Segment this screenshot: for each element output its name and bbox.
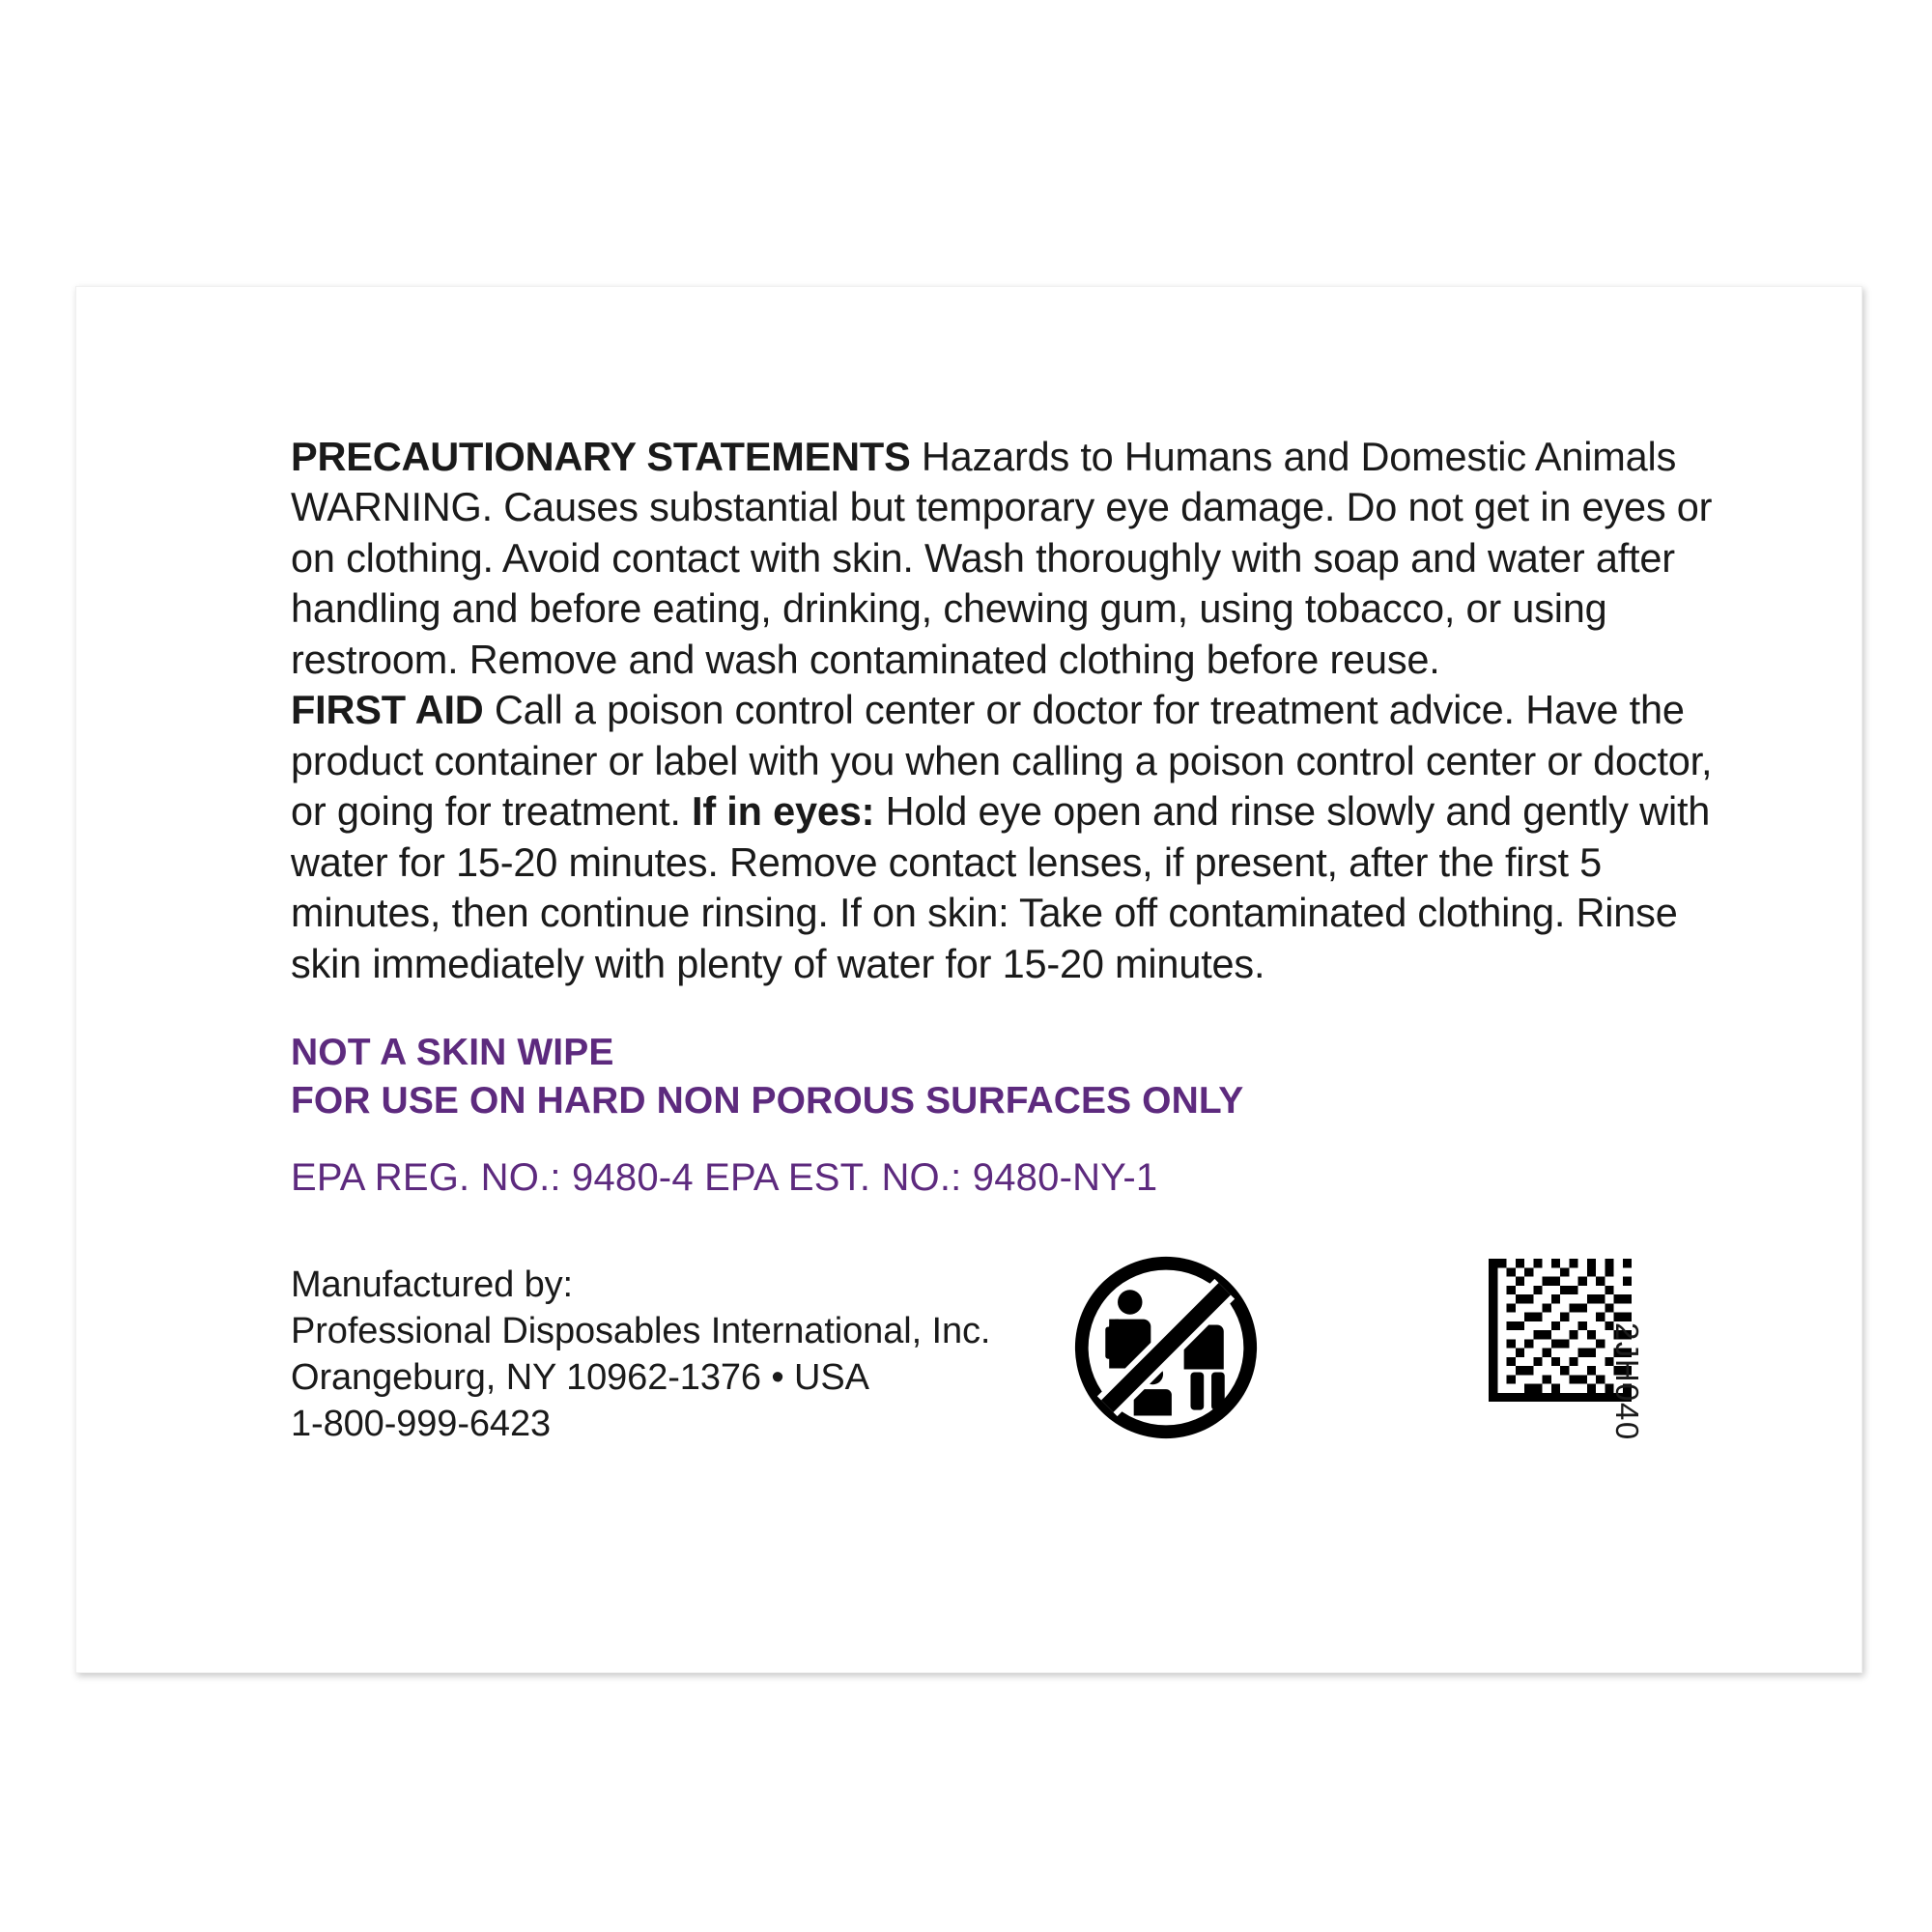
first-aid-body-part-2: Hold eye open and rinse slowly and gently with water for 15-20 minutes. Remove contact lenses, if present, after the first 5 minutes, then continue rinsing. If on skin: Take off contaminated clothing. Rinse skin immediately with plenty of water for 15-20 minutes. xyxy=(291,788,1711,986)
lot-code-vertical: 2JH040 xyxy=(1609,1322,1645,1441)
usage-warning-block xyxy=(291,1029,1547,1125)
no-skin-contact-prohibition-icon xyxy=(1071,1253,1261,1442)
first-aid-if-in-eyes-label: If in eyes: xyxy=(692,788,875,835)
first-aid-heading: FIRST AID xyxy=(291,687,484,733)
precautionary-statements-body: Hazards to Humans and Domestic Animals WARNING. Causes substantial but temporary eye damage. Do not get in eyes or on clothing. Avoid contact with skin. Wash thoroughly with soap and water after handling and before eating, drinking, chewing gum, using tobacco, or using restroom. Remove and wash contaminated clothing before reuse. xyxy=(291,434,1713,682)
label-body-text xyxy=(291,432,1730,989)
first-aid-paragraph xyxy=(291,685,1730,989)
manufacturer-address: Orangeburg, NY 10962-1376 • USA xyxy=(291,1356,869,1398)
epa-registration-line: EPA REG. NO.: 9480-4 EPA EST. NO.: 9480-NY-1 xyxy=(291,1156,1158,1199)
precautionary-statements-heading: PRECAUTIONARY STATEMENTS xyxy=(291,434,911,479)
label-card xyxy=(75,286,1862,1673)
not-a-skin-wipe-line: NOT A SKIN WIPE xyxy=(291,1032,614,1073)
manufacturer-block xyxy=(291,1263,1160,1448)
manufacturer-name: Professional Disposables International, Inc. xyxy=(291,1310,991,1351)
first-aid-body-part-1: Call a poison control center or doctor for treatment advice. Have the product container or label with you when calling a poison control center or doctor, or going for treatment. xyxy=(291,687,1713,835)
precautionary-statements-paragraph xyxy=(291,432,1730,685)
manufacturer-label: Manufactured by: xyxy=(291,1264,574,1305)
manufacturer-phone: 1-800-999-6423 xyxy=(291,1403,552,1444)
hard-non-porous-surfaces-line: FOR USE ON HARD NON POROUS SURFACES ONLY xyxy=(291,1079,1244,1122)
